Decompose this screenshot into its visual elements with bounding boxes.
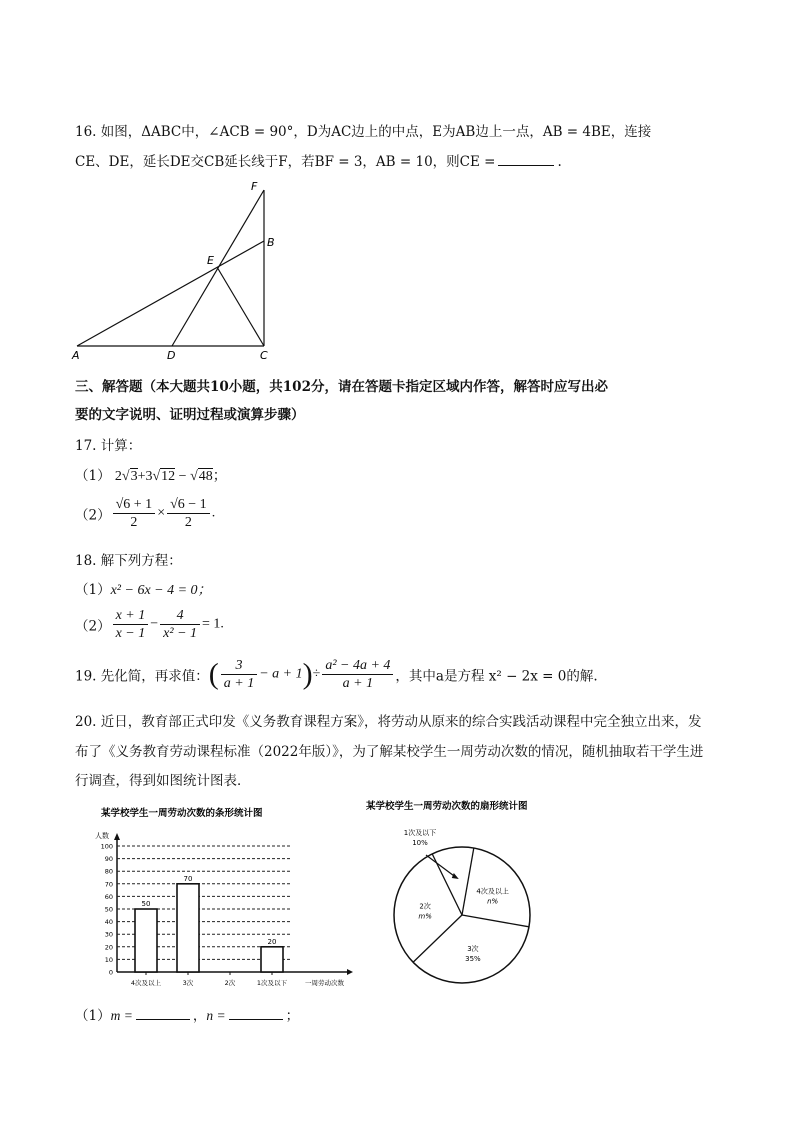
bar-chart (85, 800, 355, 1000)
bar-chart-ytick: 80 (104, 867, 113, 876)
q17-p2-den2: 2 (184, 515, 192, 530)
q19-fraction-2 (322, 657, 393, 692)
pie-chart-slice-value: 10% (412, 839, 428, 847)
q18-p2-fraction-2 (160, 607, 200, 642)
bar-chart-ytick: 40 (104, 918, 113, 927)
bar-chart-title: 某学校学生一周劳动次数的条形统计图 (101, 808, 263, 819)
q18-p2-den1: x − 1 (115, 626, 146, 641)
q17-p1-coef-b: +3 (137, 469, 153, 484)
q19-paren-open: ( (208, 657, 219, 691)
q17-part2 (75, 496, 215, 531)
q18-p2-end: = 1. (202, 616, 224, 632)
bar-chart-ytick: 100 (100, 842, 113, 851)
q16-triangle-figure (65, 175, 285, 365)
bar-chart-ylabel: 人数 (95, 832, 109, 840)
q19-paren-close: ) (302, 657, 313, 691)
q19-den1: a + 1 (223, 676, 255, 691)
pie-chart (360, 795, 600, 995)
pie-chart-slice-label: 2次 (419, 902, 431, 911)
q17-p2-fraction-2 (167, 496, 210, 531)
q17-p1-end: ； (212, 469, 227, 484)
q17-p2-num2: √6 − 1 (167, 496, 210, 514)
bar-chart-xlabel: 一周劳动次数 (305, 979, 344, 987)
q18-title: 18. 解下列方程： (75, 553, 182, 569)
section3-heading-line2: 要的文字说明、证明过程或演算步骤） (75, 407, 305, 423)
q17-p2-end: . (211, 505, 216, 521)
q20-sep: ， (192, 1008, 207, 1024)
q17-part1 (75, 464, 227, 485)
q19 (75, 657, 598, 692)
q18-part1-label: （1） (75, 582, 111, 598)
pie-chart-slice-label: 1次及以下 (403, 829, 437, 837)
q20-end: ； (285, 1008, 300, 1024)
q18-p2-fraction-1 (113, 607, 149, 642)
label-e: E (207, 254, 214, 267)
bar-chart-xtick: 2次 (224, 979, 236, 987)
q18-p2-op: − (150, 616, 159, 632)
bar-chart-xtick: 3次 (182, 979, 194, 987)
label-f: F (251, 180, 258, 193)
q20-m-label: m = (110, 1008, 133, 1023)
bar-chart-ytick: 10 (104, 955, 113, 964)
q17-part2-label: （2） (75, 507, 111, 524)
label-a: A (72, 349, 80, 362)
q17-p2-num1: √6 + 1 (113, 496, 156, 514)
q17-p1-minus: − (178, 469, 187, 484)
bar-chart-ytick: 50 (104, 905, 113, 914)
bar-chart-ytick: 20 (104, 943, 113, 952)
label-b: B (267, 236, 275, 249)
q19-den2: a + 1 (342, 676, 374, 691)
q17-part1-label: （1） (75, 468, 111, 484)
label-c: C (260, 349, 268, 362)
q20-line3: 行调查，得到如图统计图表． (75, 773, 251, 789)
pie-chart-slice-label: 3次 (467, 944, 479, 953)
q18-part2 (75, 607, 224, 642)
q19-num1: 3 (221, 657, 257, 675)
q19-num2: a² − 4a + 4 (322, 657, 393, 675)
q17-p1-radicand-1: 3 (130, 469, 138, 484)
q17-part1-expr: 2√3+3√12 − √48； (114, 469, 227, 484)
q18-part1-expr: x² − 6x − 4 = 0； (110, 583, 212, 598)
pie-chart-slice-label: 4次及以上 (476, 887, 509, 896)
pie-chart-slice-value: m% (418, 912, 432, 921)
section3-heading-line1: 三、解答题（本大题共10小题，共102分，请在答题卡指定区域内作答，解答时应写出必 (75, 379, 608, 395)
pie-chart-title: 某学校学生一周劳动次数的扇形统计图 (366, 801, 528, 812)
q16-answer-blank (498, 153, 554, 166)
label-d: D (167, 349, 176, 362)
q20-n-blank (229, 1007, 283, 1020)
bar-chart-bar (135, 909, 157, 972)
bar-chart-xtick: 4次及以上 (130, 979, 162, 987)
bar-chart-ytick: 60 (104, 892, 113, 901)
bar-chart-x-arrow (347, 969, 353, 975)
q19-prefix: 19. 先化简，再求值： (75, 668, 209, 685)
q19-op: ÷ (312, 666, 321, 682)
bar-chart-ytick: 0 (108, 968, 113, 977)
bar-chart-bar (261, 947, 283, 972)
q16-line2-text: CE、DE，延长DE交CB延长线于F，若BF = 3，AB = 10，则CE = (75, 154, 496, 170)
q20-n-label: n = (206, 1008, 226, 1023)
q19-fraction-1 (221, 657, 257, 692)
q19-suffix: ，其中a是方程 x² − 2x = 0的解. (395, 668, 598, 685)
segment-ab (77, 241, 264, 346)
segment-ec (217, 267, 264, 346)
q17-p1-radicand-3: 48 (198, 469, 213, 484)
q16-line1: 16. 如图，ΔABC中，∠ACB = 90°，D为AC边上的中点，E为AB边上一点，AB = 4BE，连接 (75, 124, 652, 140)
pie-chart-slice-value: 35% (465, 954, 481, 963)
q17-title: 17. 计算： (75, 438, 142, 454)
bar-chart-data-label: 50 (141, 900, 151, 908)
q17-p2-op: × (157, 505, 166, 521)
q17-p1-coef-a: 2 (114, 469, 122, 484)
q17-p2-fraction-1 (113, 496, 156, 531)
q18-part1 (75, 578, 212, 599)
q17-p1-radicand-2: 12 (161, 469, 176, 484)
q20-part1 (75, 1004, 299, 1024)
bar-chart-ytick: 70 (104, 880, 113, 889)
q16-line2 (75, 150, 562, 170)
pie-chart-slice-value: n% (487, 897, 499, 906)
q16-line2-end: . (557, 154, 562, 170)
bar-chart-bar (177, 884, 199, 972)
q18-part2-label: （2） (75, 618, 111, 635)
q19-mid: − a + 1 (259, 666, 303, 682)
q20-m-blank (136, 1007, 190, 1020)
q20-line1: 20. 近日，教育部正式印发《义务教育课程方案》，将劳动从原来的综合实践活动课程中完全独立出来，发 (75, 714, 702, 730)
bar-chart-ytick: 30 (104, 930, 113, 939)
bar-chart-y-arrow (114, 833, 120, 840)
bar-chart-data-label: 70 (183, 874, 193, 883)
q18-p2-den2: x² − 1 (163, 626, 198, 641)
q17-p2-den1: 2 (130, 515, 138, 530)
q18-p2-num1: x + 1 (113, 607, 149, 625)
q20-part1-label: （1） (75, 1008, 111, 1024)
q18-p2-num2: 4 (160, 607, 200, 625)
bar-chart-data-label: 20 (267, 937, 277, 946)
bar-chart-xtick: 1次及以下 (256, 979, 288, 987)
q20-line2: 布了《义务教育劳动课程标准（2022年版）》，为了解某校学生一周劳动次数的情况，随机抽取若干学生进 (75, 744, 704, 760)
bar-chart-ytick: 90 (104, 855, 113, 864)
